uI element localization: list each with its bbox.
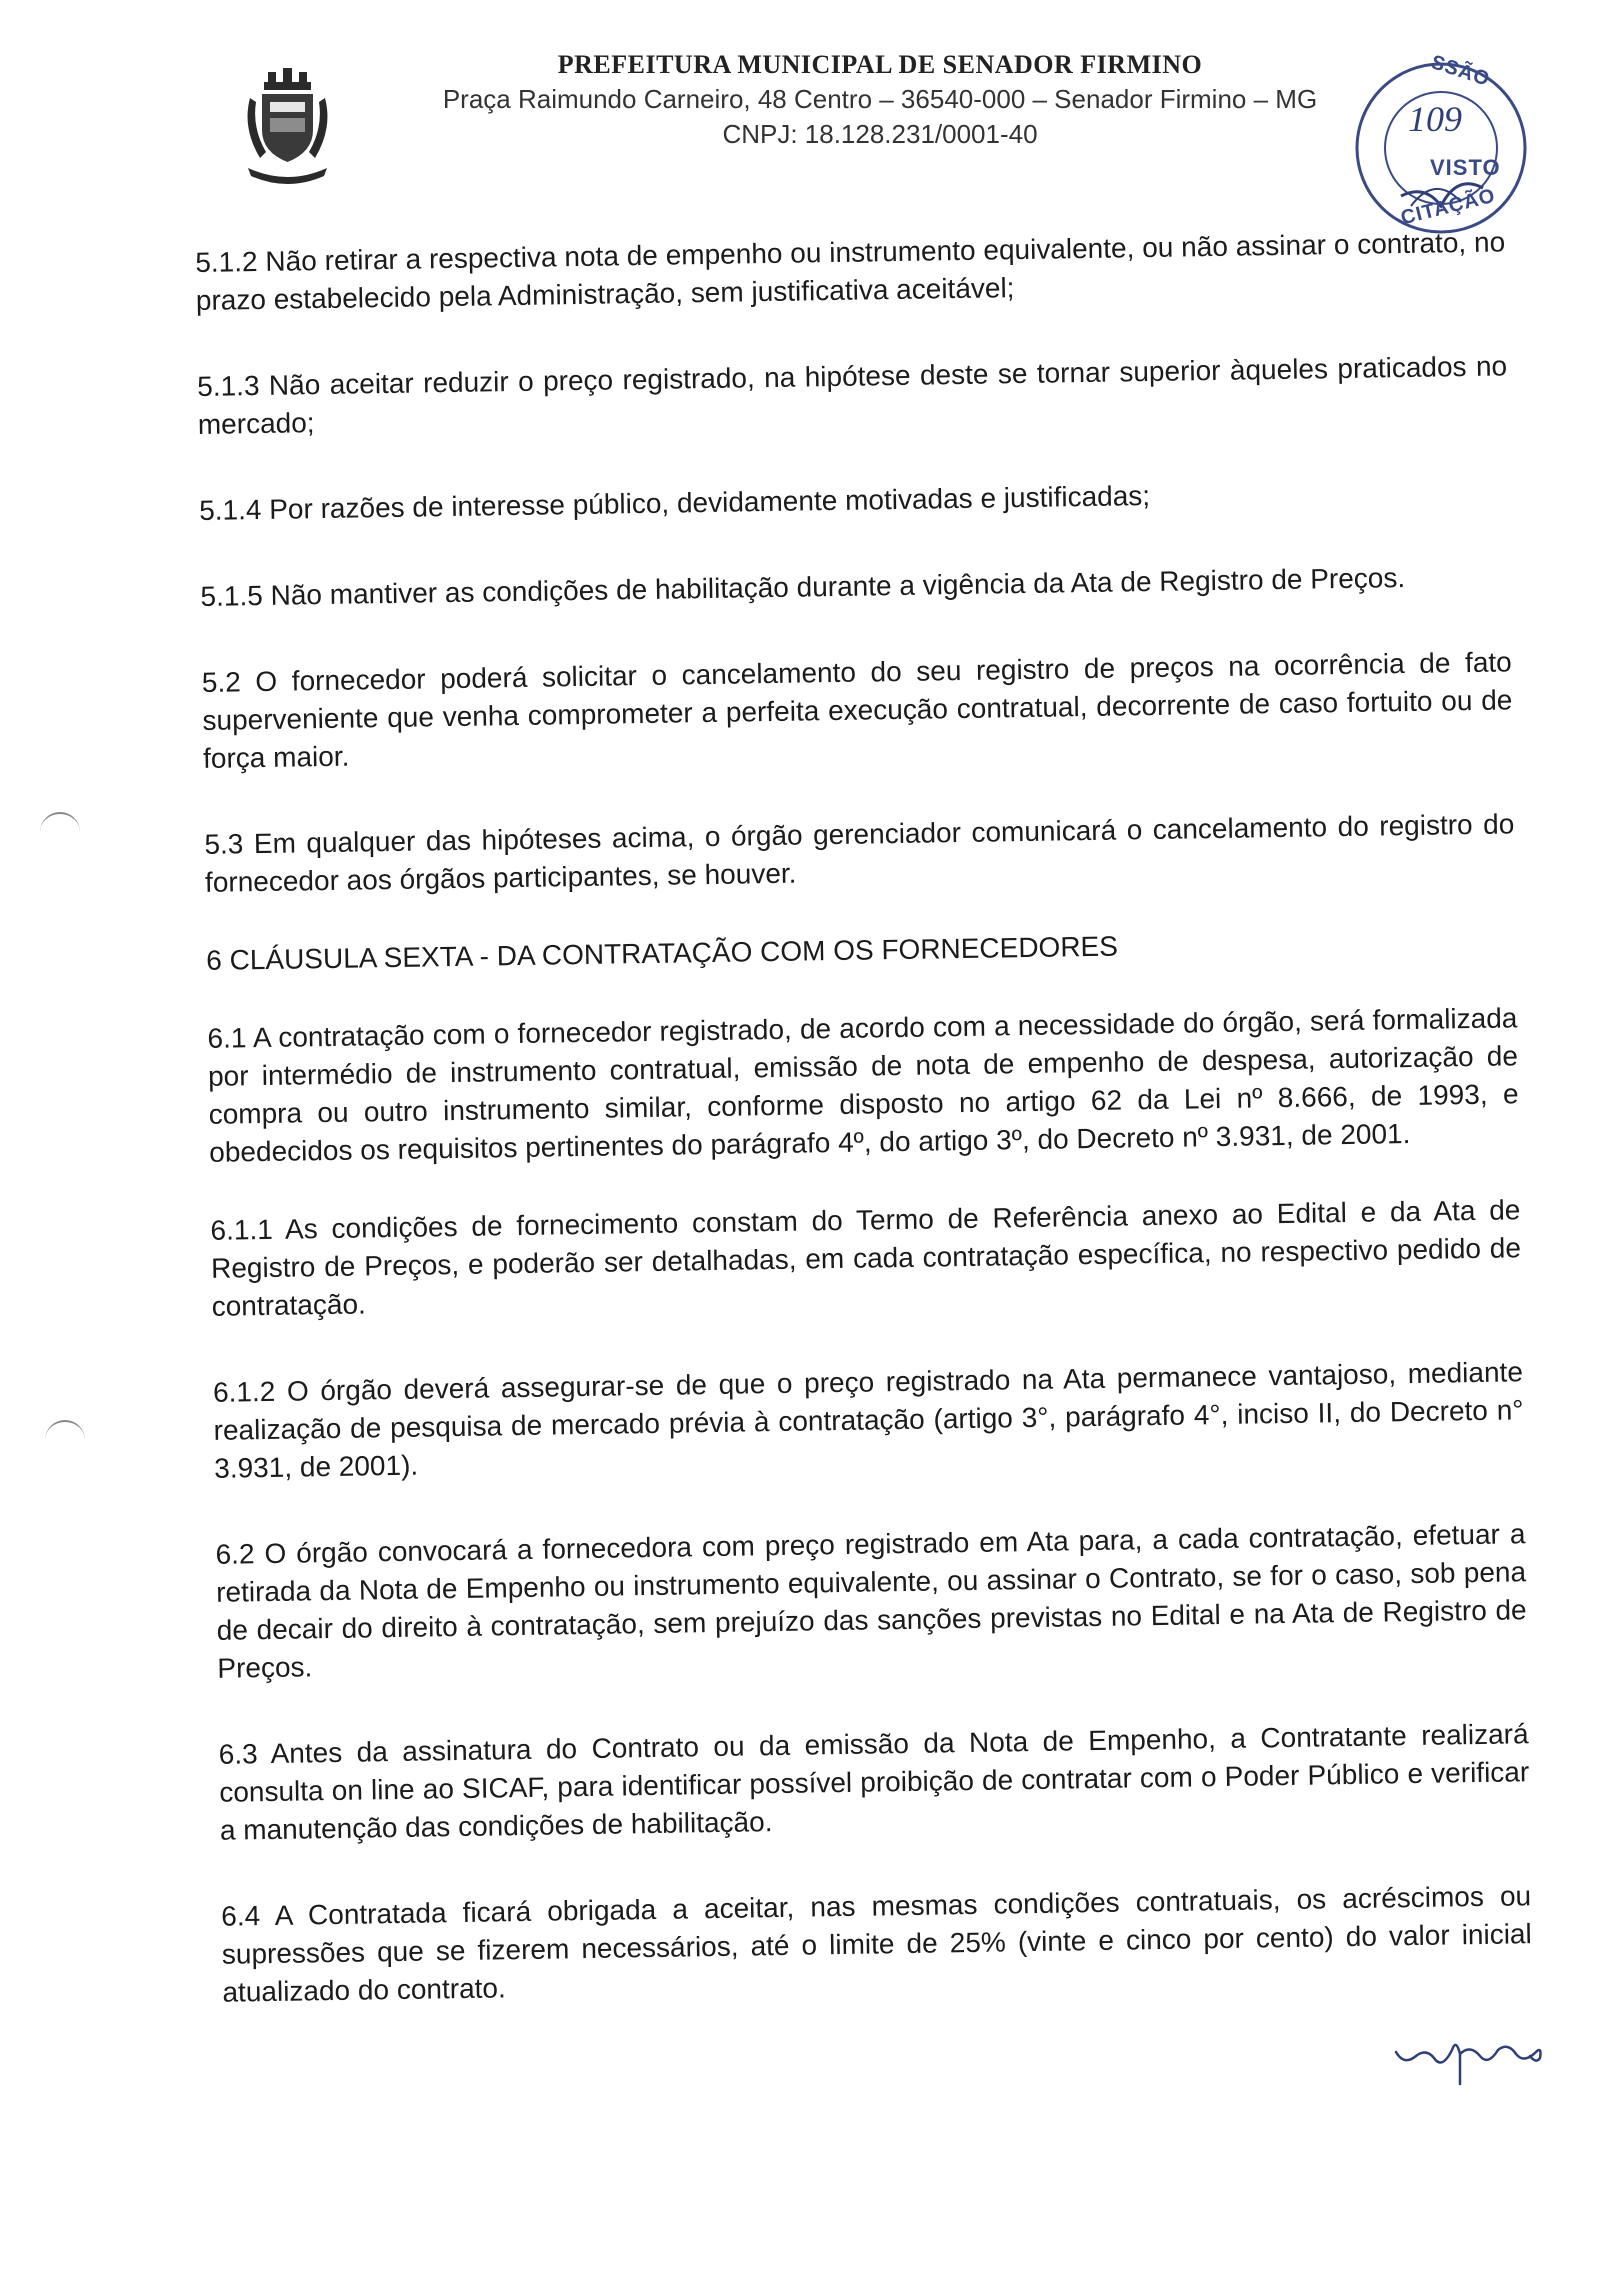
address-line: Praça Raimundo Carneiro, 48 Centro – 36540-000 – Senador Firmino – MG — [442, 84, 1318, 114]
section-heading: 6 CLÁUSULA SEXTA - DA CONTRATAÇÃO COM OS FORNECEDORES — [206, 930, 1119, 976]
clause-5-1-3: 5.1.3 Não aceitar reduzir o preço registrado, na hipótese deste se tornar superior àqueles praticados no mercado; — [196, 350, 1508, 440]
city-hall-title: PREFEITURA MUNICIPAL DE SENADOR FIRMINO — [557, 50, 1203, 79]
clause-6-3: 6.3 Antes da assinatura do Contrato ou da emissão da Nota de Empenho, a Contratante realizará consulta on line ao SICAF, para identificar possível proibição de contratar com o Poder Público e verificar a manutenção das condições de habilitação. — [218, 1718, 1530, 1846]
clause-6-4: 6.4 A Contratada ficará obrigada a aceitar, nas mesmas condições contratuais, os acréscimos ou supressões que se fizerem necessários, até o limite de 25% (vinte e cinco por cento) do valor inicial atualizado do contrato. — [221, 1880, 1532, 2008]
letterhead-text — [380, 50, 1380, 150]
clause-5-1-4: 5.1.4 Por razões de interesse público, devidamente motivadas e justificadas; — [198, 480, 1151, 526]
clause-6-1-1: 6.1.1 As condições de fornecimento constam do Termo de Referência anexo ao Edital e da Ata de Registro de Preços, e poderão ser detalhadas, em cada contratação específica, no respectivo pedido de contratação. — [210, 1194, 1522, 1322]
stamp-bottom-text: CITAÇÃO — [1398, 184, 1498, 230]
clause-5-2: 5.2 O fornecedor poderá solicitar o cancelamento do seu registro de preços na ocorrência de fato superveniente que venha comprometer a perfeita execução contratual, decorrente de caso fortuito ou de força maior. — [201, 646, 1513, 774]
hole-punch-mark — [40, 812, 80, 834]
clause-6-1: 6.1 A contratação com o fornecedor registrado, de acordo com a necessidade do órgão, será formalizada por intermédio de instrumento contratual, emissão de nota de empenho de despesa, autorização de compra ou outro instrumento similar, conforme disposto no artigo 62 da Lei nº 8.666, de 1993, e obedecidos os requisitos pertinentes do parágrafo 4º, do artigo 3º, do Decreto nº 3.931, de 2001. — [207, 1002, 1519, 1168]
clause-6-2: 6.2 O órgão convocará a fornecedora com preço registrado em Ata para, a cada contratação, efetuar a retirada da Nota de Empenho ou instrumento equivalente, ou assinar o Contrato, se for o caso, sob pena de decair do direito à contratação, sem prejuízo das sanções previstas no Edital e na Ata de Registro de Preços. — [215, 1518, 1527, 1684]
stamp-page-number: 109 — [1408, 99, 1462, 139]
clause-5-1-2: 5.1.2 Não retirar a respectiva nota de empenho ou instrumento equivalente, ou não assinar o contrato, no prazo estabelecido pela Administração, sem justificativa aceitável; — [195, 226, 1506, 316]
stamp-top-text: SSÃO — [1428, 51, 1493, 91]
clause-5-3: 5.3 Em qualquer das hipóteses acima, o órgão gerenciador comunicará o cancelamento do registro do fornecedor aos órgãos participantes, se houver. — [204, 808, 1515, 898]
stamp-middle-text: VISTO — [1430, 155, 1501, 180]
document-body — [195, 223, 1533, 2059]
hole-punch-mark — [45, 1420, 85, 1442]
municipal-coat-of-arms-icon — [240, 68, 335, 188]
letterhead-header — [0, 48, 1600, 198]
clause-6-1-2: 6.1.2 O órgão deverá assegurar-se de que o preço registrado na Ata permanece vantajoso, mediante realização de pesquisa de mercado prévia à contratação (artigo 3°, parágrafo 4°, inciso II, do Decreto n° 3.931, de 2001). — [212, 1356, 1524, 1484]
clause-5-1-5: 5.1.5 Não mantiver as condições de habilitação durante a vigência da Ata de Registro de Preços. — [200, 562, 1406, 612]
signature-icon — [1390, 2020, 1550, 2090]
cnpj-line: CNPJ: 18.128.231/0001-40 — [722, 119, 1038, 149]
